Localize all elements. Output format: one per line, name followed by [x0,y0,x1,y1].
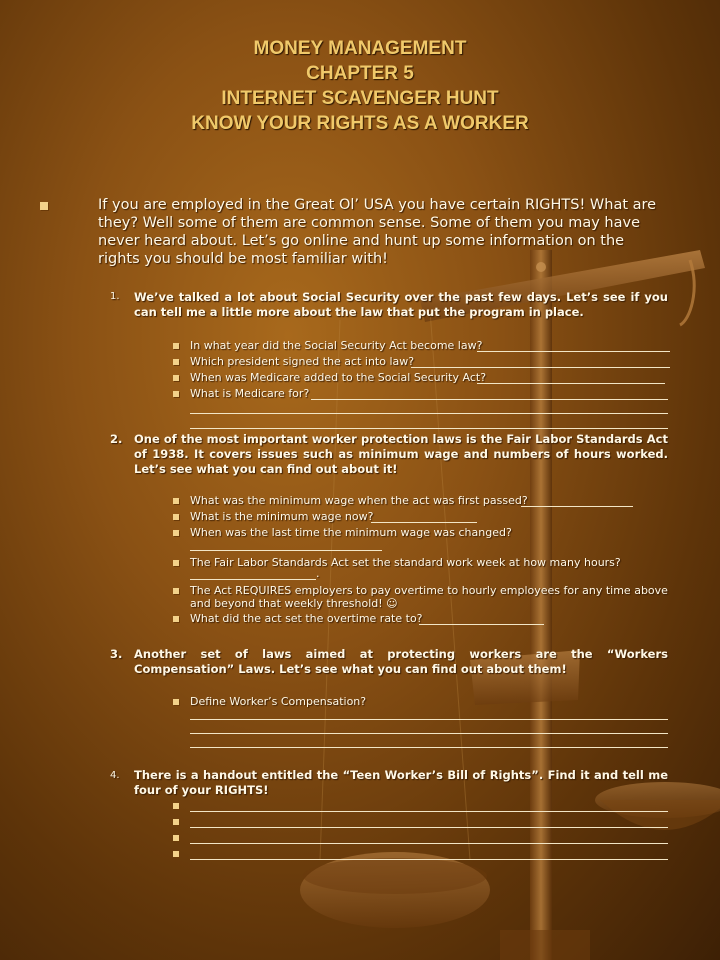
q1-d-answer-line[interactable] [311,399,668,400]
q2-a-label: What was the minimum wage when the act was first passed? [190,494,528,507]
bullet-icon [173,560,179,566]
q2-e-label: The Act REQUIRES employers to pay overtime to hourly employees for any time above [190,584,668,597]
q2-d-period: . [316,567,320,580]
bullet-icon [173,343,179,349]
q3-a-label: Define Worker’s Compensation? [190,695,367,708]
q1-c-label: When was Medicare added to the Social Security Act? [190,371,487,384]
q1-d-answer-line-2[interactable] [190,413,668,414]
bullet-icon [173,819,179,825]
intro-bullet-icon [40,202,48,210]
q3-a-answer-line-3[interactable] [190,747,668,748]
title-line-3: INTERNET SCAVENGER HUNT [221,88,499,109]
q2-d-label: The Fair Labor Standards Act set the standard work week at how many hours? [190,556,621,569]
bullet-icon [173,616,179,622]
q1-a-label: In what year did the Social Security Act become law? [190,339,483,352]
bullet-icon [173,514,179,520]
bullet-icon [173,835,179,841]
section-1-number: 1. [110,291,120,302]
q1-d-label: What is Medicare for? [190,387,310,400]
bullet-icon [173,530,179,536]
q2-a-answer-line[interactable] [521,506,633,507]
intro-paragraph: If you are employed in the Great Ol’ USA you have certain RIGHTS! What are they? Well some of them are common sense. Some of them you may have never heard about. Let’s go online and hunt up some information on the rights you should be most familiar with! [98,197,657,267]
q1-a-answer-line[interactable] [477,351,670,352]
q4-right-3-line[interactable] [190,843,668,844]
q2-e-label-cont: and beyond that weekly threshold! ☺ [190,597,398,610]
title-line-2: CHAPTER 5 [306,63,414,84]
q4-right-4-line[interactable] [190,859,668,860]
q2-f-answer-line[interactable] [419,624,544,625]
title-line-1: MONEY MANAGEMENT [253,38,467,59]
section-1-text: We’ve talked a lot about Social Security over the past few days. Let’s see if you can tell me a little more about the law that put the program in place. [134,290,668,319]
q1-b-answer-line[interactable] [411,367,670,368]
q2-c-label: When was the last time the minimum wage was changed? [190,526,512,539]
section-3-number: 3. [110,647,123,661]
q4-right-1-line[interactable] [190,811,668,812]
q1-c-answer-line[interactable] [477,383,665,384]
section-3-text: Another set of laws aimed at protecting workers are the “Workers Compensation” Laws. Let’s see what you can find out about them! [134,647,668,676]
q2-b-answer-line[interactable] [371,522,477,523]
bullet-icon [173,359,179,365]
bullet-icon [173,498,179,504]
q1-b-label: Which president signed the act into law? [190,355,415,368]
bullet-icon [173,375,179,381]
q2-c-answer-line[interactable] [190,550,382,551]
section-2-text: One of the most important worker protection laws is the Fair Labor Standards Act of 1938. It covers issues such as minimum wage and numbers of hours worked. Let’s see what you can find out about it! [134,432,668,476]
bullet-icon [173,699,179,705]
bullet-icon [173,588,179,594]
section-4-text: There is a handout entitled the “Teen Worker’s Bill of Rights”. Find it and tell me four of your RIGHTS! [134,768,668,797]
q3-a-answer-line-2[interactable] [190,733,668,734]
q1-d-answer-line-3[interactable] [190,428,668,429]
section-2-number: 2. [110,432,123,446]
q2-b-label: What is the minimum wage now? [190,510,374,523]
q2-d-answer-line[interactable] [190,579,316,580]
q3-a-answer-line[interactable] [190,719,668,720]
section-4-number: 4. [110,770,120,781]
q4-right-2-line[interactable] [190,827,668,828]
q2-f-label: What did the act set the overtime rate to? [190,612,423,625]
bullet-icon [173,803,179,809]
bullet-icon [173,391,179,397]
title-line-4: KNOW YOUR RIGHTS AS A WORKER [191,113,529,134]
bullet-icon [173,851,179,857]
